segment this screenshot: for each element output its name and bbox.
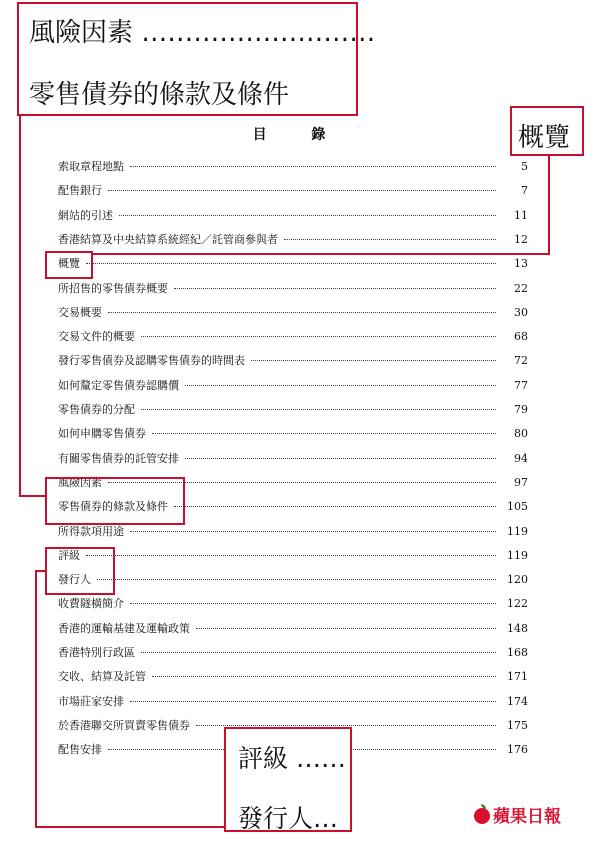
toc-entry-page: 12 [514,232,528,246]
toc-entry-label: 交易概要 [58,305,102,319]
toc-entry-label: 市場莊家安排 [58,694,124,708]
toc-entry-page: 22 [514,281,528,295]
callout-risk-terms [17,2,376,116]
toc-entry-page: 119 [507,524,528,538]
toc-entry-page: 120 [507,573,528,587]
highlight-box-rating-issuer [45,547,115,595]
toc-entry [58,644,528,662]
dot-leader [152,433,496,434]
toc-entry-label: 如何申購零售債券 [58,427,146,441]
toc-entry-label: 香港特別行政區 [58,646,135,659]
dot-leader [284,239,496,240]
toc-entry-label: 所招售的零售債券概要 [58,281,168,295]
toc-entry-page: 105 [507,500,528,514]
toc-title: 目 錄 [252,127,346,143]
toc-entry-page: 72 [514,354,528,368]
toc-entry [58,668,528,686]
toc-entry [58,231,528,249]
toc-entry-label: 零售債券的條款及條件 [58,500,168,514]
toc-entry [58,377,528,395]
connector-line [19,116,21,496]
newspaper-logo [474,802,561,827]
dot-leader [185,385,496,386]
dot-leader [108,190,496,191]
toc-entry [58,207,528,225]
callout-issuer-label: 發行人… [238,804,339,833]
dot-leader [196,628,496,629]
dot-leader [86,263,496,264]
toc-entry [58,595,528,613]
toc-entry-page: 97 [514,475,528,489]
toc-entry [58,401,528,419]
toc-entry [58,425,528,443]
toc-entry-label: 網站的引述 [58,208,113,222]
toc-entry [58,547,528,565]
dot-leader [97,579,496,580]
toc-entry-page: 168 [507,646,528,659]
toc-entry [58,158,528,176]
dot-leader [130,701,496,702]
toc-entry-label: 發行人 [58,573,91,587]
toc-entry-label: 配售銀行 [58,184,102,198]
toc-entry-label: 收費隧橫簡介 [58,597,124,611]
toc-entry-label: 交收、結算及託管 [58,670,146,684]
toc-entry-label: 風險因素 [58,475,102,489]
toc-entry-label: 香港結算及中央結算系統經紀／託管商參與者 [58,232,278,246]
toc-entry-page: 13 [514,257,528,271]
dot-leader [251,360,496,361]
connector-line [548,156,550,254]
toc-entry-label: 發行零售債券及認購零售債券的時間表 [58,354,245,368]
toc-entry-page: 77 [514,378,528,392]
toc-entry-page: 7 [521,184,528,198]
toc-entry-label: 零售債券的分配 [58,403,135,416]
toc-entry [58,693,528,711]
toc-entry-page: 79 [514,403,528,416]
toc-entry-label: 香港的運輸基建及運輸政策 [58,621,190,635]
dot-leader [130,603,496,604]
toc-entry-page: 5 [521,160,528,173]
toc-entry-page: 171 [507,670,528,684]
toc-entry-label: 概覽 [58,257,80,271]
connector-line [35,826,225,828]
toc-entry-page: 11 [514,208,528,222]
toc-entry [58,328,528,346]
toc-entry-page: 122 [507,597,528,611]
callout-rating-label: 評級 …… [238,744,346,773]
callout-risk-label: 風險因素 ……………………… [29,18,376,48]
callout-rating-issuer [224,727,352,832]
connector-line [35,570,37,828]
toc-entry [58,571,528,589]
toc-entry [58,352,528,370]
toc-entry-label: 配售安排 [58,743,102,757]
callout-overview [510,106,584,156]
toc-entry-label: 所得款項用途 [58,524,124,538]
dot-leader [141,652,496,653]
toc-entry-page: 68 [514,330,528,344]
dot-leader [108,312,496,313]
toc-entry-page: 148 [507,621,528,635]
dot-leader [86,555,496,556]
toc-entry [58,523,528,541]
toc-entry-page: 30 [514,305,528,319]
dot-leader [174,506,496,507]
toc-entry-page: 176 [507,743,528,757]
toc-entry [58,280,528,298]
toc-entry-page: 119 [507,548,528,562]
toc-entry [58,182,528,200]
dot-leader [130,531,496,532]
connector-line [19,495,47,497]
toc-entry-page: 175 [507,718,528,732]
toc-entry [58,450,528,468]
dot-leader [141,409,496,410]
dot-leader [174,288,496,289]
toc-entry-label: 有關零售債券的託管安排 [58,451,179,465]
logo-text: 蘋果日報 [493,807,561,827]
dot-leader [152,676,496,677]
dot-leader [141,336,496,337]
dot-leader [130,166,496,167]
toc-entry-page: 80 [514,427,528,441]
highlight-box-risk-terms [45,477,185,525]
highlight-box-overview [45,251,93,279]
toc-entry [58,304,528,322]
toc-entry-page: 174 [507,694,528,708]
toc-entry-label: 如何釐定零售債券認購價 [58,378,179,392]
apple-icon [474,808,490,824]
callout-overview-label: 概覽 [518,123,571,153]
toc-entry-label: 索取章程地點 [58,160,124,173]
toc-entry-label: 交易文件的概要 [58,330,135,344]
toc-entry [58,255,528,273]
toc-entry-label: 評級 [58,548,80,562]
dot-leader [185,458,496,459]
dot-leader [196,725,496,726]
callout-terms-label: 零售債券的條款及條件 [29,80,290,110]
toc-entry [58,620,528,638]
dot-leader [119,215,496,216]
toc-entry-label: 於香港聯交所買賣零售債券 [58,718,190,732]
toc-entry-page: 94 [514,451,528,465]
